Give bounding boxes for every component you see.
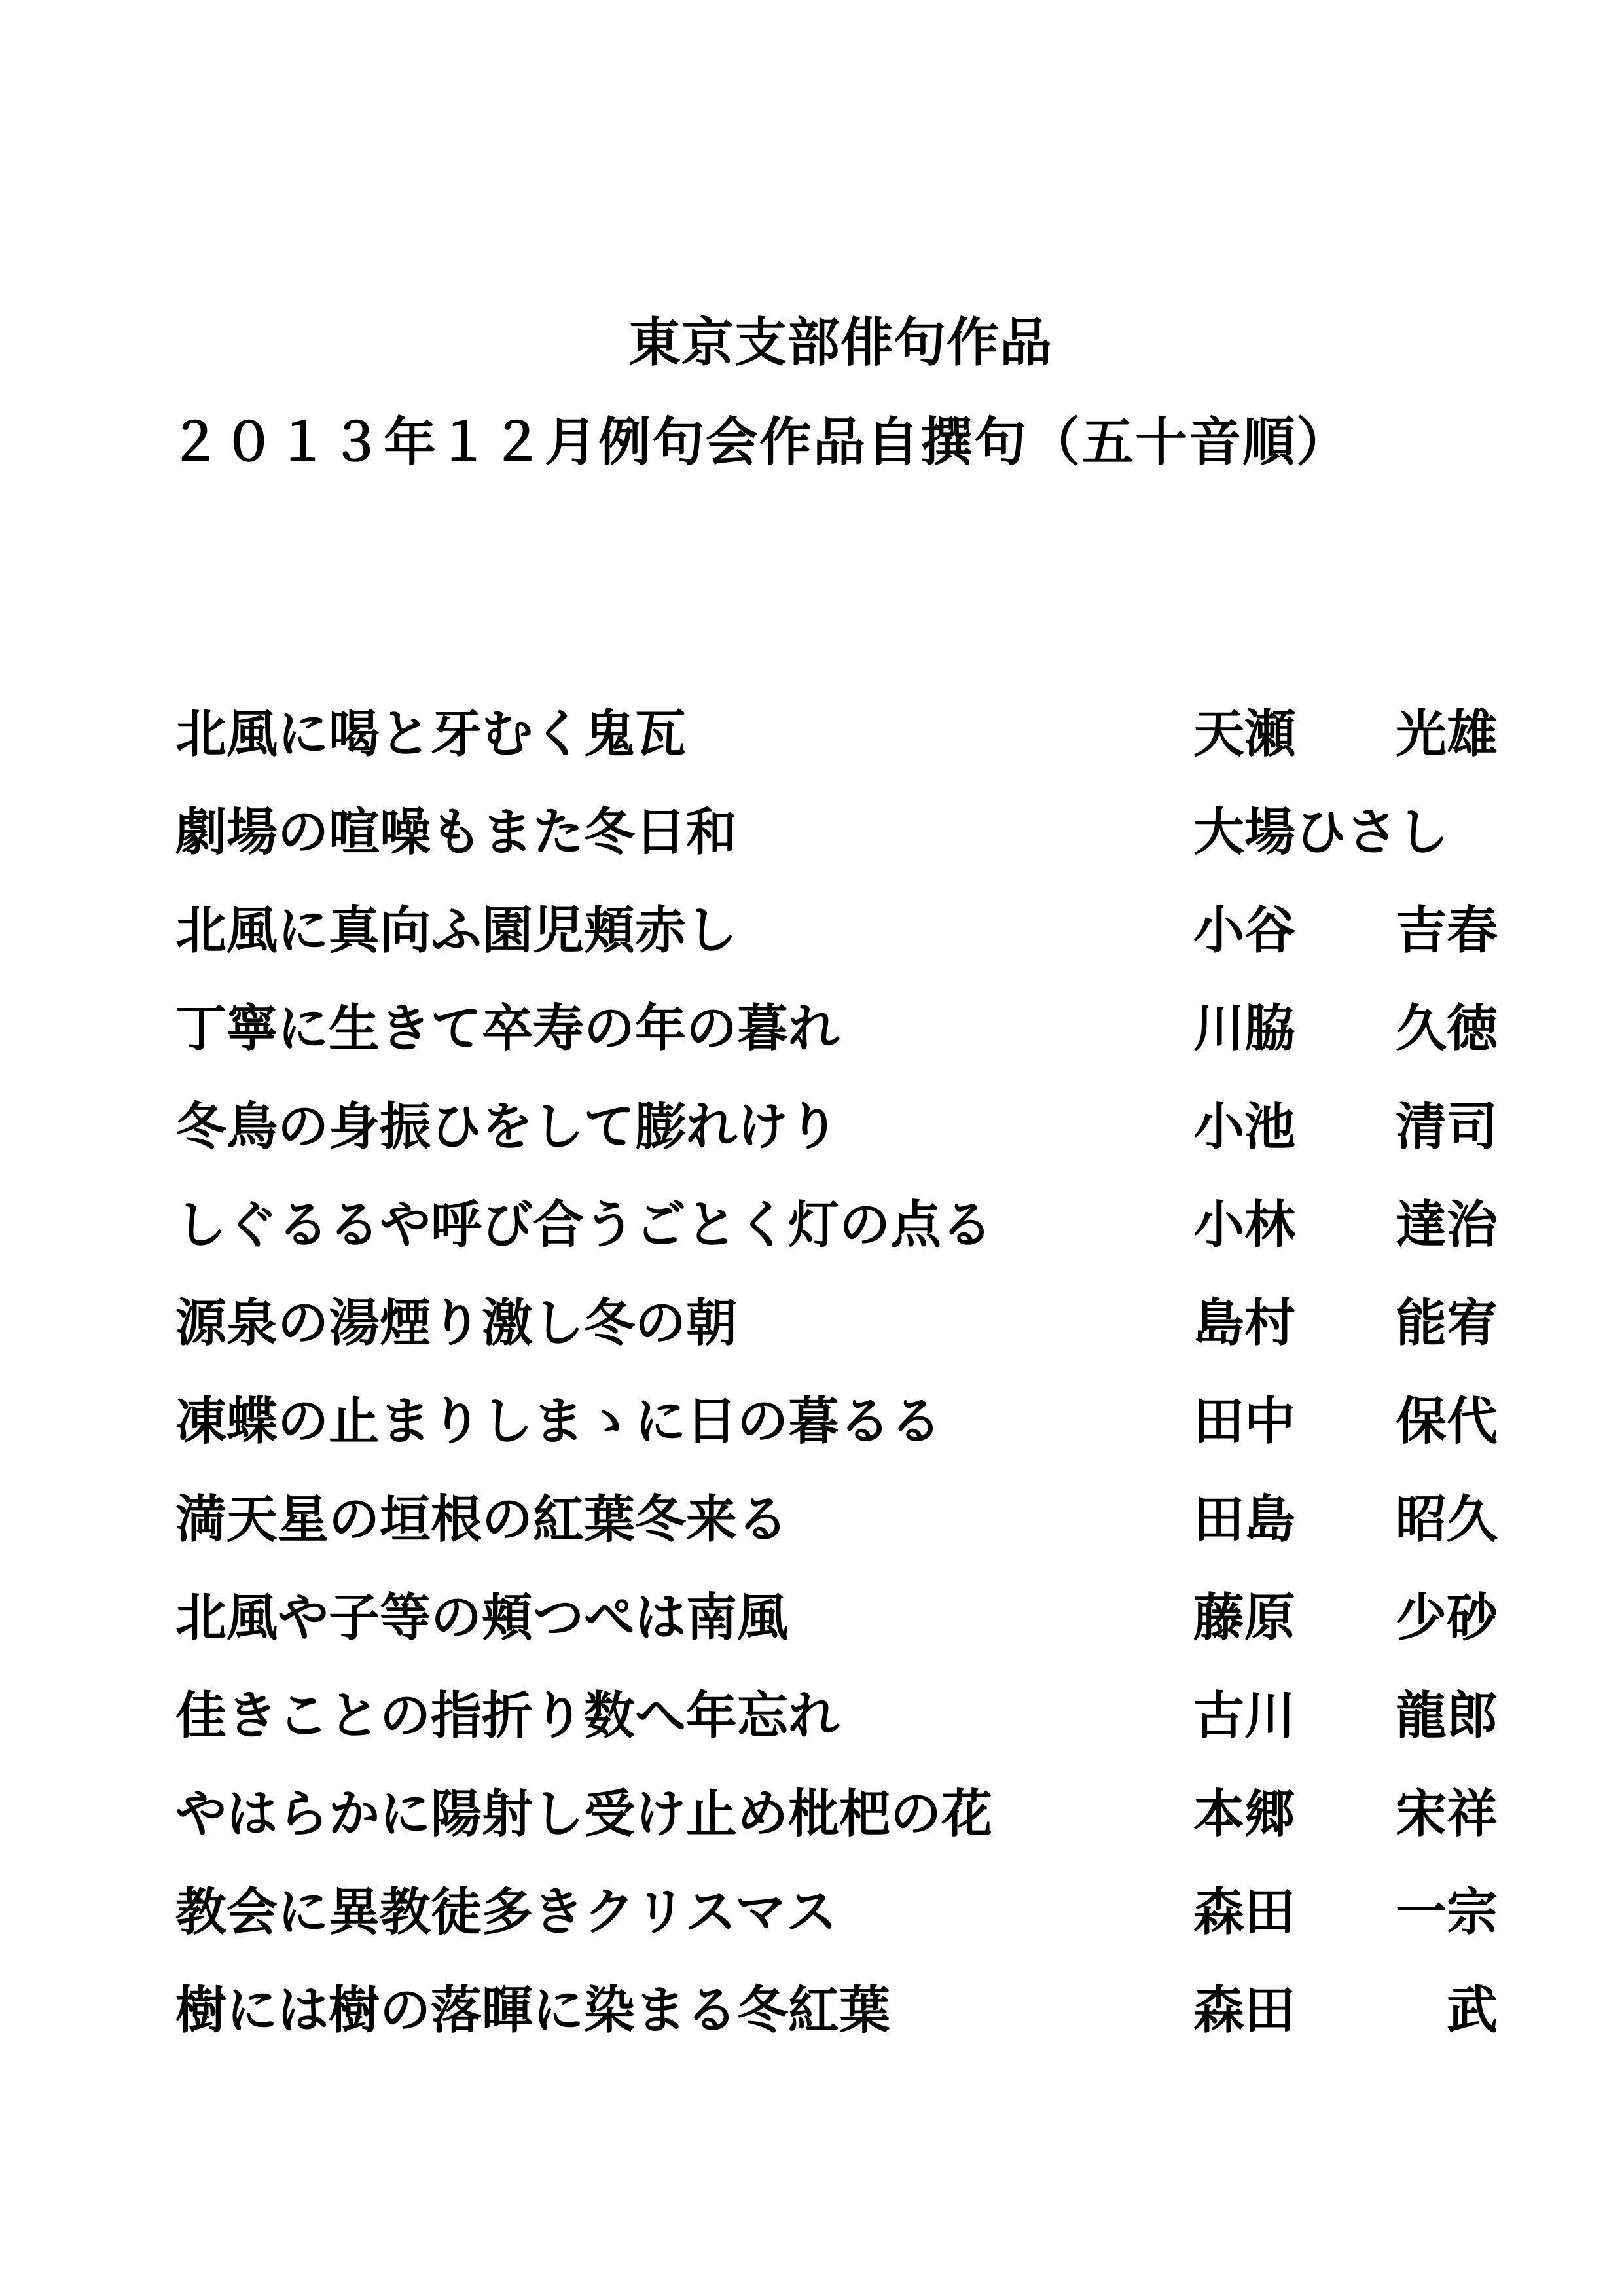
haiku-text: 源泉の湯煙り激し冬の朝 — [175, 1293, 738, 1353]
author-given-name: 保代 — [1395, 1391, 1498, 1451]
haiku-text: 樹には樹の落暉に染まる冬紅葉 — [175, 1981, 891, 2040]
haiku-text: 劇場の喧噪もまた冬日和 — [175, 802, 738, 862]
haiku-text: 北風や子等の頬つぺは南風 — [175, 1588, 789, 1647]
haiku-row — [175, 695, 1498, 793]
haiku-row — [175, 990, 1498, 1088]
author-given-name: 龍郎 — [1395, 1686, 1498, 1746]
haiku-row — [175, 1284, 1498, 1382]
author-surname: 川脇 — [1193, 999, 1296, 1058]
author-surname: 藤原 — [1193, 1588, 1296, 1647]
haiku-row — [175, 1579, 1498, 1677]
author-name — [1193, 1186, 1498, 1265]
author-name — [1193, 1775, 1498, 1854]
author-given-name: 清司 — [1395, 1097, 1498, 1157]
haiku-row — [175, 1382, 1498, 1480]
haiku-text: 教会に異教徒多きクリスマス — [175, 1882, 837, 1942]
author-surname: 小池 — [1193, 1097, 1296, 1157]
page-subtitle: ２０１３年１２月例句会作品自撰句（五十音順） — [169, 411, 1350, 473]
author-name — [1193, 891, 1498, 970]
author-name — [1193, 1088, 1498, 1166]
haiku-row — [175, 1971, 1498, 2070]
author-name — [1193, 1971, 1498, 2050]
author-surname: 田島 — [1193, 1490, 1296, 1549]
haiku-text: 北風に喝と牙むく鬼瓦 — [175, 704, 687, 764]
author-given-name: 吉春 — [1395, 901, 1498, 960]
author-surname: 大場ひさし — [1193, 802, 1449, 862]
author-surname: 島村 — [1193, 1293, 1296, 1353]
haiku-text: 満天星の垣根の紅葉冬来る — [175, 1490, 789, 1549]
author-given-name: 能宥 — [1395, 1293, 1498, 1353]
author-given-name: 光雄 — [1395, 704, 1498, 764]
haiku-row — [175, 1186, 1498, 1284]
author-name — [1193, 1873, 1498, 1952]
haiku-text: 北風に真向ふ園児頬赤し — [175, 901, 738, 960]
haiku-row — [175, 793, 1498, 891]
author-given-name: 久徳 — [1395, 999, 1498, 1058]
author-name — [1193, 695, 1498, 774]
haiku-text: 凍蝶の止まりしまゝに日の暮るる — [175, 1391, 942, 1451]
author-surname: 小谷 — [1193, 901, 1296, 960]
author-name — [1193, 1579, 1498, 1657]
author-surname: 小林 — [1193, 1195, 1296, 1255]
haiku-text: 冬鳥の身振ひをして膨れけり — [175, 1097, 840, 1157]
author-name — [1193, 1677, 1498, 1755]
haiku-row — [175, 1677, 1498, 1775]
author-given-name: 宋祥 — [1395, 1784, 1498, 1844]
haiku-text: やはらかに陽射し受け止め枇杷の花 — [175, 1784, 993, 1844]
author-given-name: 少砂 — [1395, 1588, 1498, 1647]
haiku-text: 佳きことの指折り数へ年忘れ — [175, 1686, 840, 1746]
author-name — [1193, 1480, 1498, 1559]
author-surname: 古川 — [1193, 1686, 1296, 1746]
author-given-name: 一宗 — [1395, 1882, 1498, 1942]
haiku-row — [175, 891, 1498, 990]
author-surname: 田中 — [1193, 1391, 1296, 1451]
author-given-name: 昭久 — [1395, 1490, 1498, 1549]
author-surname: 森田 — [1193, 1981, 1296, 2040]
haiku-row — [175, 1775, 1498, 1873]
author-name — [1193, 793, 1498, 872]
haiku-list — [175, 695, 1498, 2070]
author-surname: 本郷 — [1193, 1784, 1296, 1844]
author-given-name: 達治 — [1395, 1195, 1498, 1255]
haiku-text: しぐるるや呼び合うごとく灯の点る — [175, 1195, 993, 1255]
page-title: 東京支部俳句作品 — [628, 312, 1053, 373]
haiku-row — [175, 1873, 1498, 1971]
author-name — [1193, 1382, 1498, 1461]
haiku-row — [175, 1088, 1498, 1186]
author-name — [1193, 1284, 1498, 1363]
author-surname: 森田 — [1193, 1882, 1296, 1942]
author-name — [1193, 990, 1498, 1068]
author-given-name: 武 — [1446, 1981, 1498, 2040]
haiku-text: 丁寧に生きて卒寿の年の暮れ — [175, 999, 840, 1058]
author-surname: 天瀬 — [1193, 704, 1296, 764]
haiku-row — [175, 1480, 1498, 1579]
